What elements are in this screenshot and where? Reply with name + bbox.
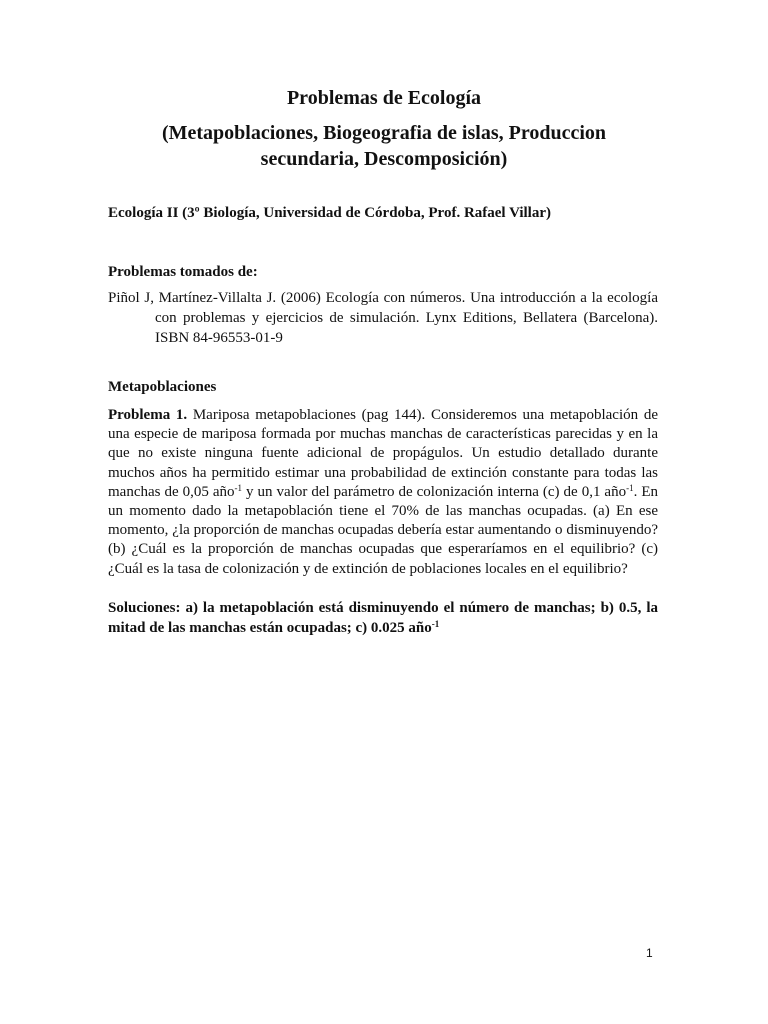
problem-1-sup-a: -1 xyxy=(234,482,243,493)
solutions-sup: -1 xyxy=(431,619,440,629)
solutions xyxy=(108,598,658,638)
course-info: Ecología II (3º Biología, Universidad de Córdoba, Prof. Rafael Villar) xyxy=(108,205,552,221)
document-subtitle: (Metapoblaciones, Biogeografia de islas, Produccion secundaria, Descomposición) xyxy=(161,122,607,170)
solutions-text: Soluciones: a) la metapoblación está disminuyendo el número de manchas; b) 0.5, la mitad de las manchas están ocupadas; c) 0.025 año xyxy=(108,600,658,636)
sources-heading: Problemas tomados de: xyxy=(108,264,258,280)
problem-1-text-b: y un valor del parámetro de colonización interna (c) de 0,1 año xyxy=(242,483,627,500)
problem-1-label: Problema 1. xyxy=(108,407,188,423)
page-number: 1 xyxy=(646,946,653,960)
section-heading: Metapoblaciones xyxy=(108,379,217,395)
problem-1 xyxy=(108,406,658,579)
problem-1-sup-b: -1 xyxy=(626,482,634,493)
reference-citation: Piñol J, Martínez-Villalta J. (2006) Ecología con números. Una introducción a la ecología con problemas y ejercicios de simulación. Lynx Editions, Bellatera (Barcelona). ISBN 84-96553-01-9 xyxy=(108,290,658,346)
problem-1-text-c: . En un momento dado la metapoblación tiene el 70% de las manchas ocupadas. (a) En ese momento, ¿la proporción de manchas ocupadas debería estar aumentando o disminuyendo? (b) ¿Cuál es la proporción de manchas ocupadas que esperaríamos en el equilibrio? (c) ¿Cuál es la tasa de colonización y de extinción de poblaciones locales en el equilibrio? xyxy=(108,483,659,577)
document-title: Problemas de Ecología xyxy=(286,87,482,109)
problem-1-text-a: Mariposa metapoblaciones (pag 144). Consideremos una metapoblación de una especie de mariposa formada por muchas manchas de características parecidas y en la que no existe ninguna fuente adicional de propágulos. Un estudio detallado durante muchos años ha permitido estimar una probabilidad de extinción constante para todas las manchas de 0,05 año xyxy=(108,407,658,500)
